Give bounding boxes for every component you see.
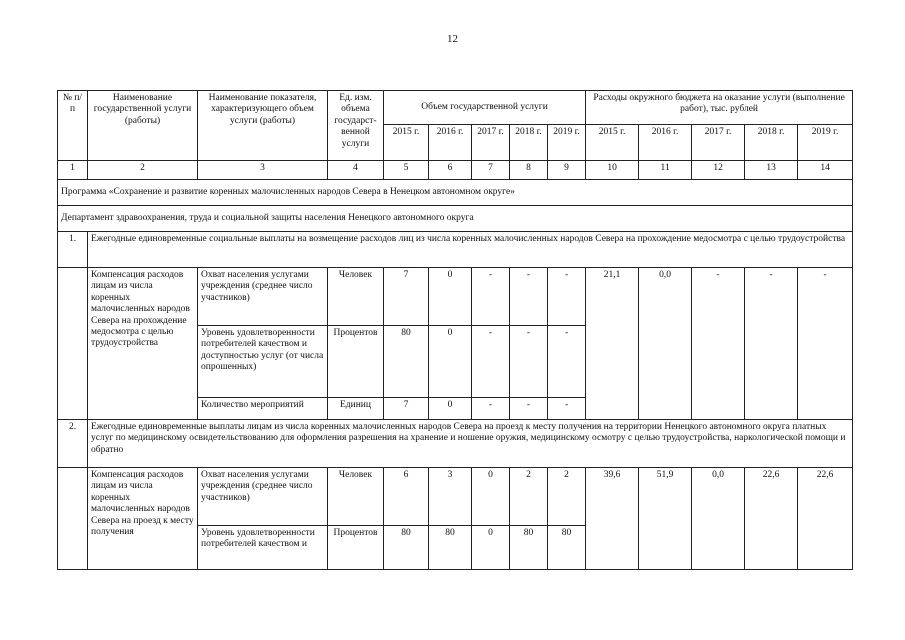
item-title: Ежегодные единовременные выплаты лицам из числа коренных малочисленных народов Севера на проезд к месту получения на территории Ненецкого автономного округа платных услуг по медицинскому освидетельствованию для оформления разрешения на хранение и ношение оружия, медицинскому осмотру с целью трудоустройства, наркологической помощи и обратно bbox=[88, 420, 853, 468]
volume-value: 7 bbox=[384, 268, 429, 326]
department-row: Департамент здравоохранения, труда и социальной защиты населения Ненецкого автономного округа bbox=[58, 206, 853, 232]
header-expenses: Расходы окружного бюджета на оказание услуги (выполнение работ), тыс. рублей bbox=[586, 91, 853, 125]
header-service-name: Наименование государственной услуги (работы) bbox=[88, 91, 198, 161]
indicator-unit: Процентов bbox=[328, 326, 384, 398]
column-number: 12 bbox=[692, 161, 745, 180]
column-number: 6 bbox=[429, 161, 472, 180]
volume-value: 3 bbox=[429, 468, 472, 526]
expense-value: 51,9 bbox=[639, 468, 692, 570]
item-number: 1. bbox=[58, 232, 88, 268]
year-header: 2015 г. bbox=[586, 125, 639, 161]
volume-value: - bbox=[548, 398, 586, 420]
item-number: 2. bbox=[58, 420, 88, 468]
column-number: 13 bbox=[745, 161, 798, 180]
year-header: 2017 г. bbox=[472, 125, 510, 161]
column-number: 5 bbox=[384, 161, 429, 180]
volume-value: 7 bbox=[384, 398, 429, 420]
header-num: № п/п bbox=[58, 91, 88, 161]
year-header: 2019 г. bbox=[548, 125, 586, 161]
expense-value: 39,6 bbox=[586, 468, 639, 570]
empty-cell bbox=[58, 468, 88, 570]
expense-value: 0,0 bbox=[692, 468, 745, 570]
volume-value: 80 bbox=[429, 526, 472, 570]
indicator-name: Охват населения услугами учреждения (среднее число участников) bbox=[198, 268, 328, 326]
column-number: 2 bbox=[88, 161, 198, 180]
expense-value: - bbox=[798, 268, 853, 420]
expense-value: - bbox=[692, 268, 745, 420]
year-header: 2017 г. bbox=[692, 125, 745, 161]
volume-value: 80 bbox=[384, 326, 429, 398]
volume-value: - bbox=[472, 268, 510, 326]
column-number: 7 bbox=[472, 161, 510, 180]
service-name: Компенсация расходов лицам из числа коренных малочисленных народов Севера на прохождение медосмотра с целью трудоустройства bbox=[88, 268, 198, 420]
column-number: 9 bbox=[548, 161, 586, 180]
expense-value: 0,0 bbox=[639, 268, 692, 420]
volume-value: 80 bbox=[384, 526, 429, 570]
volume-value: - bbox=[510, 326, 548, 398]
volume-value: 0 bbox=[472, 526, 510, 570]
volume-value: 80 bbox=[548, 526, 586, 570]
volume-value: - bbox=[510, 268, 548, 326]
services-table bbox=[57, 90, 853, 570]
volume-value: 80 bbox=[510, 526, 548, 570]
column-number: 11 bbox=[639, 161, 692, 180]
volume-value: 2 bbox=[548, 468, 586, 526]
page-number: 12 bbox=[447, 33, 458, 45]
volume-value: - bbox=[510, 398, 548, 420]
volume-value: 0 bbox=[472, 468, 510, 526]
header-unit: Ед. изм. объема государст- венной услуги bbox=[328, 91, 384, 161]
expense-value: 22,6 bbox=[798, 468, 853, 570]
volume-value: - bbox=[472, 326, 510, 398]
indicator-unit: Человек bbox=[328, 468, 384, 526]
volume-value: 0 bbox=[429, 398, 472, 420]
item-title: Ежегодные единовременные социальные выплаты на возмещение расходов лиц из числа коренных малочисленных народов Севера на прохождение медосмотра с целью трудоустройства bbox=[88, 232, 853, 268]
volume-value: 0 bbox=[429, 268, 472, 326]
volume-value: - bbox=[548, 326, 586, 398]
year-header: 2016 г. bbox=[429, 125, 472, 161]
column-number: 1 bbox=[58, 161, 88, 180]
year-header: 2015 г. bbox=[384, 125, 429, 161]
service-name: Компенсация расходов лицам из числа коренных малочисленных народов Севера на проезд к месту получения bbox=[88, 468, 198, 570]
indicator-name: Уровень удовлетворенности потребителей качеством и доступностью услуг (от числа опрошенных) bbox=[198, 326, 328, 398]
column-number: 3 bbox=[198, 161, 328, 180]
program-row: Программа «Сохранение и развитие коренных малочисленных народов Севера в Ненецком автономном округе» bbox=[58, 180, 853, 206]
year-header: 2019 г. bbox=[798, 125, 853, 161]
volume-value: - bbox=[472, 398, 510, 420]
column-number: 10 bbox=[586, 161, 639, 180]
empty-cell bbox=[58, 268, 88, 420]
header-volume: Объем государственной услуги bbox=[384, 91, 586, 125]
indicator-name: Количество мероприятий bbox=[198, 398, 328, 420]
indicator-name: Уровень удовлетворенности потребителей качеством и bbox=[198, 526, 328, 570]
expense-value: 21,1 bbox=[586, 268, 639, 420]
expense-value: - bbox=[745, 268, 798, 420]
column-number: 4 bbox=[328, 161, 384, 180]
year-header: 2018 г. bbox=[510, 125, 548, 161]
year-header: 2016 г. bbox=[639, 125, 692, 161]
header-indicator-name: Наименование показателя, характеризующего объем услуги (работы) bbox=[198, 91, 328, 161]
indicator-unit: Процентов bbox=[328, 526, 384, 570]
volume-value: 0 bbox=[429, 326, 472, 398]
year-header: 2018 г. bbox=[745, 125, 798, 161]
volume-value: 2 bbox=[510, 468, 548, 526]
indicator-name: Охват населения услугами учреждения (среднее число участников) bbox=[198, 468, 328, 526]
volume-value: - bbox=[548, 268, 586, 326]
expense-value: 22,6 bbox=[745, 468, 798, 570]
indicator-unit: Человек bbox=[328, 268, 384, 326]
volume-value: 6 bbox=[384, 468, 429, 526]
column-number: 14 bbox=[798, 161, 853, 180]
indicator-unit: Единиц bbox=[328, 398, 384, 420]
column-number: 8 bbox=[510, 161, 548, 180]
